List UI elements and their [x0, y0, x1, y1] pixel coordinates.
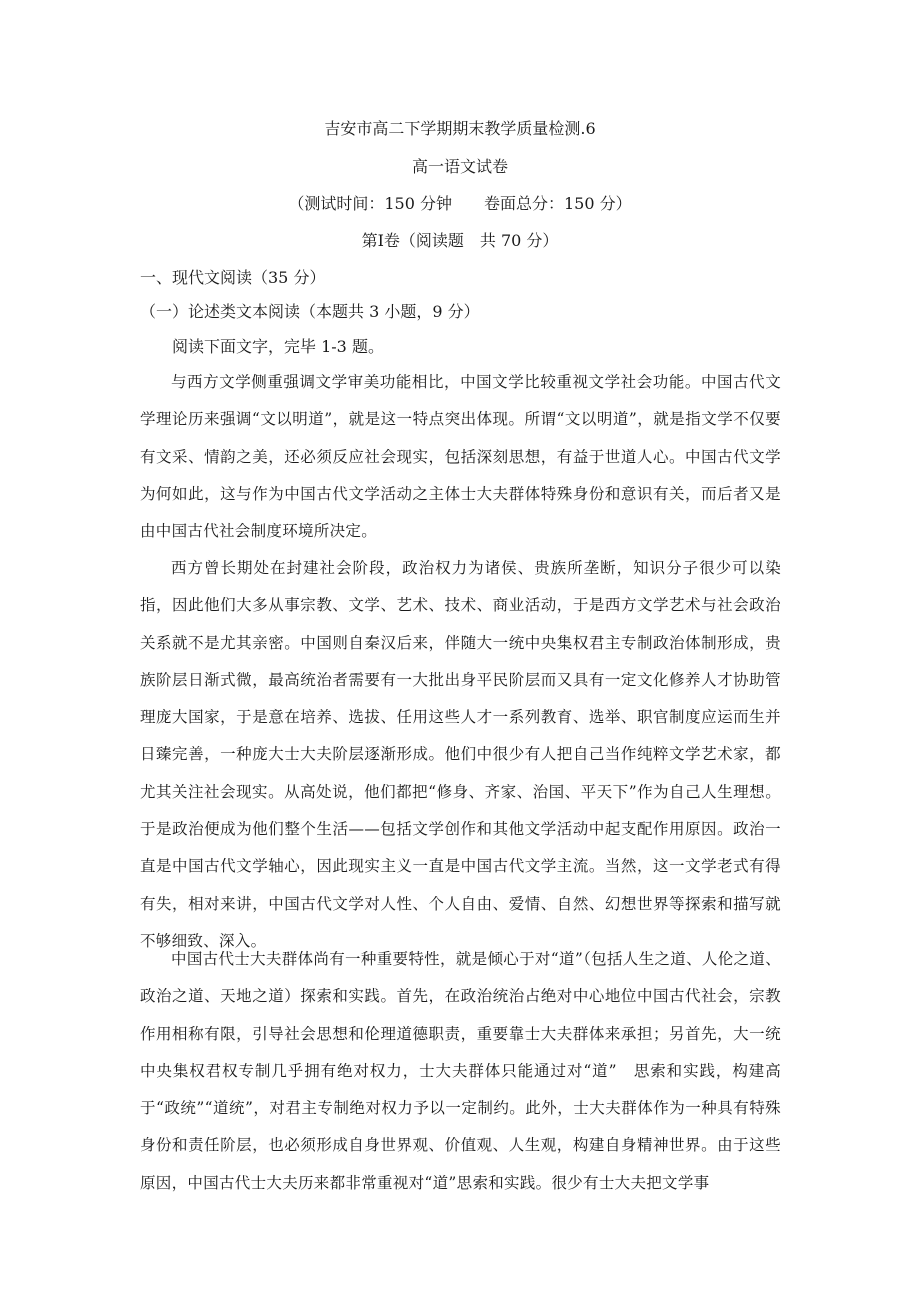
- exam-info: （测试时间：150 分钟 卷面总分：150 分）: [288, 194, 632, 213]
- document-title: 吉安市高二下学期期末教学质量检测.6: [324, 119, 596, 138]
- passage-paragraph-3: 中国古代士大夫群体尚有一种重要特性，就是倾心于对“道”（包括人生之道、人伦之道、政治之道、天地之道）探索和实践。首先，在政治统治占绝对中心地位中国古代社会，宗教作用相称有限，引导社会思想和伦理道德职责，重要靠士大夫群体来承担；另首先，大一统中央集权君权专制几乎拥有绝对权力，士大夫群体只能通过对“道” 思索和实践，构建高于“政统”“道统”，对君主专制绝对权力予以一定制约。此外，士大夫群体作为一种具有特殊身份和责任阶层，也必须形成自身世界观、价值观、人生观，构建自身精神世界。由于这些原因，中国古代士大夫历来都非常重视对“道”思索和实践。很少有士大夫把文学事: [140, 950, 781, 1192]
- reading-instruction: 阅读下面文字，完毕 1-3 题。: [172, 337, 384, 356]
- volume-heading: 第Ⅰ卷（阅读题 共 70 分）: [361, 231, 559, 250]
- section-subheading: （一）论述类文本阅读（本题共 3 小题，9 分）: [140, 302, 480, 321]
- paper-subtitle: 高一语文试卷: [411, 157, 508, 176]
- section-heading: 一、现代文阅读（35 分）: [140, 268, 326, 287]
- passage-paragraph-1: 与西方文学侧重强调文学审美功能相比，中国文学比较重视文学社会功能。中国古代文学理论历来强调“文以明道”，就是这一特点突出体现。所谓“文以明道”，就是指文学不仅要有文采、情韵之美，还必须反应社会现实，包括深刻思想，有益于世道人心。中国古代文学为何如此，这与作为中国古代文学活动之主体士大夫群体特殊身份和意识有关，而后者又是由中国古代社会制度环境所决定。: [140, 373, 781, 541]
- passage-paragraph-2: 西方曾长期处在封建社会阶段，政治权力为诸侯、贵族所垄断，知识分子很少可以染指，因此他们大多从事宗教、文学、艺术、技术、商业活动，于是西方文学艺术与社会政治关系就不是尤其亲密。中国则自秦汉后来，伴随大一统中央集权君主专制政治体制形成，贵族阶层日渐式微，最高统治者需要有一大批出身平民阶层而又具有一定文化修养人才协助管理庞大国家，于是意在培养、选拔、任用这些人才一系列教育、选举、职官制度应运而生并日臻完善，一种庞大士大夫阶层逐渐形成。他们中很少有人把自己当作纯粹文学艺术家，都尤其关注社会现实。从高处说，他们都把“修身、齐家、治国、平天下”作为自己人生理想。于是政治便成为他们整个生活——包括文学创作和其他文学活动中起支配作用原因。政治一直是中国古代文学轴心，因此现实主义一直是中国古代文学主流。当然，这一文学老式有得有失，相对来讲，中国古代文学对人性、个人自由、爱情、自然、幻想世界等探索和描写就不够细致、深入。: [140, 559, 781, 950]
